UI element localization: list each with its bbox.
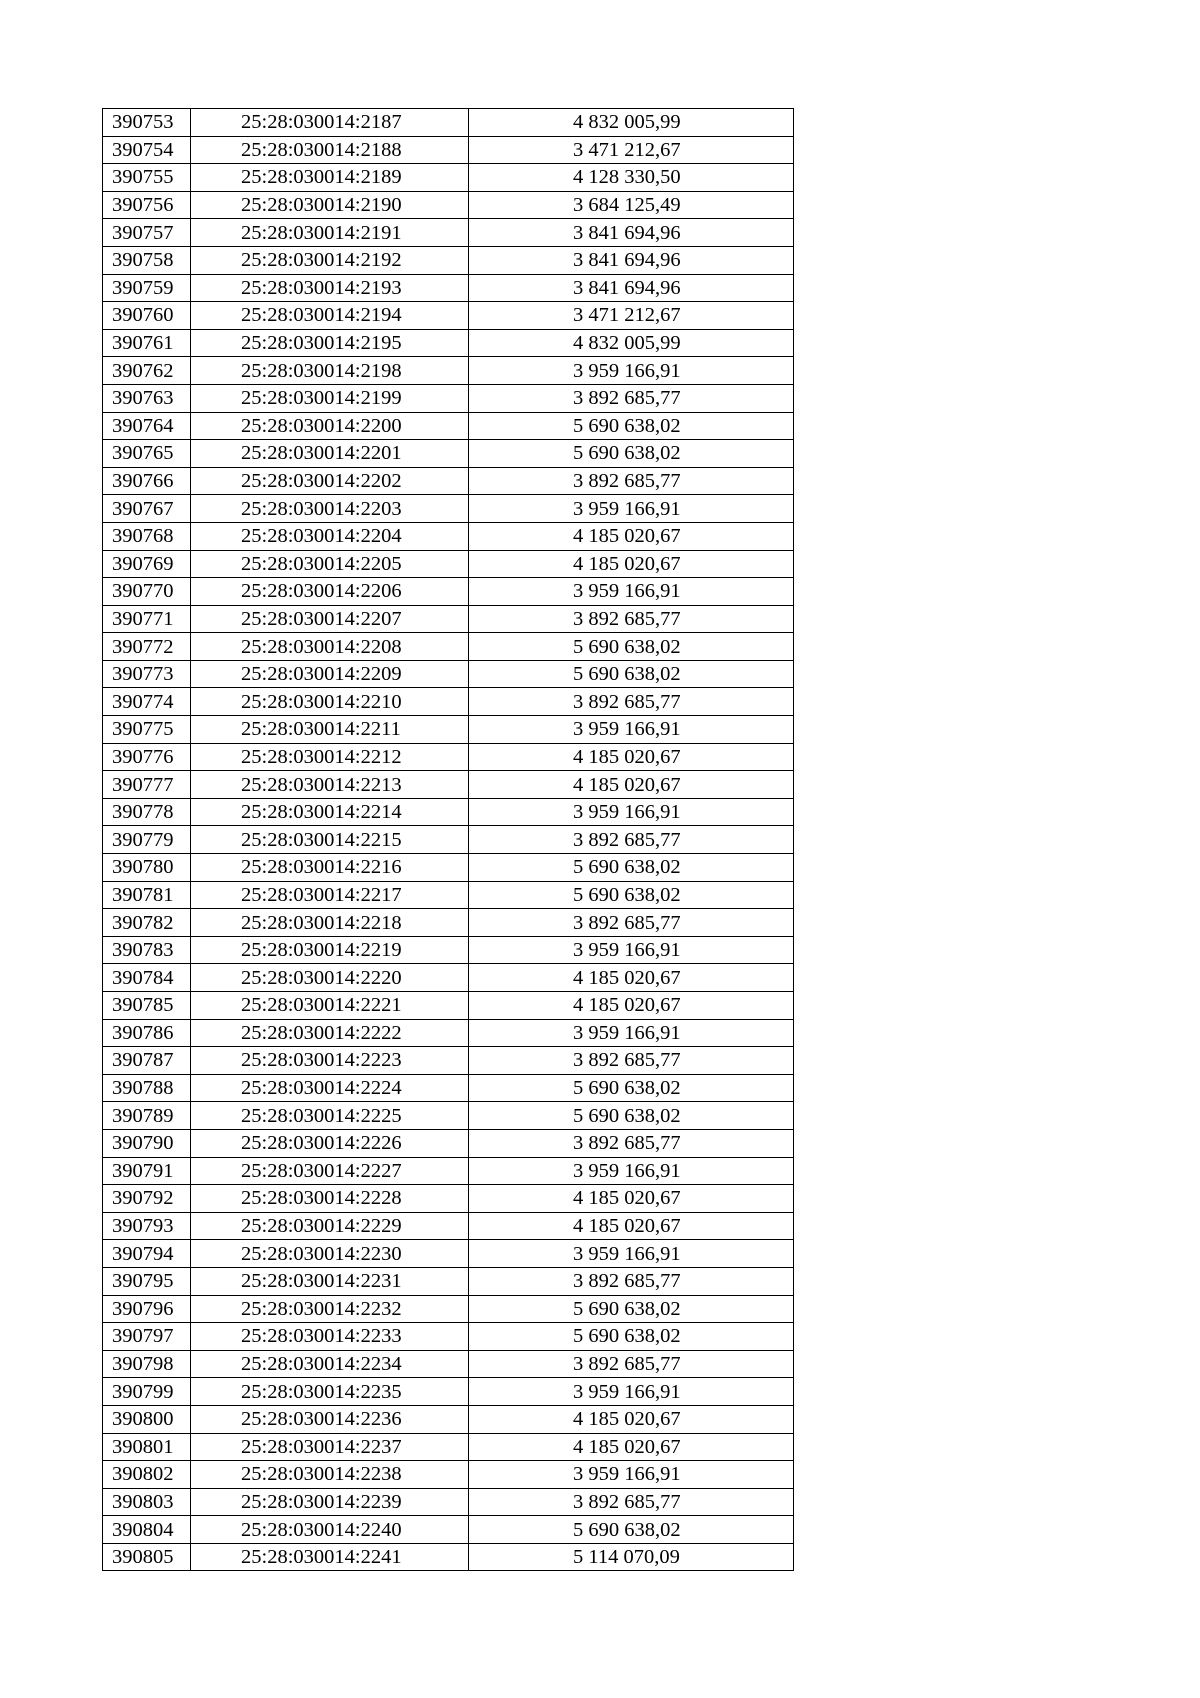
cadastral-number-cell: 25:28:030014:2189 — [191, 164, 469, 192]
cadastral-number-cell: 25:28:030014:2215 — [191, 826, 469, 854]
cadastral-number-cell: 25:28:030014:2226 — [191, 1129, 469, 1157]
cadastral-value-cell: 4 832 005,99 — [469, 329, 794, 357]
cadastral-number-cell: 25:28:030014:2211 — [191, 716, 469, 744]
cadastral-value-cell: 5 690 638,02 — [469, 1295, 794, 1323]
cadastral-number-cell: 25:28:030014:2217 — [191, 881, 469, 909]
row-number-cell: 390782 — [103, 909, 191, 937]
cadastral-number-cell: 25:28:030014:2222 — [191, 1019, 469, 1047]
table-row — [103, 716, 794, 744]
cadastral-number-cell: 25:28:030014:2198 — [191, 357, 469, 385]
table-row — [103, 1516, 794, 1544]
cadastral-number-cell: 25:28:030014:2216 — [191, 854, 469, 882]
cadastral-number-cell: 25:28:030014:2239 — [191, 1488, 469, 1516]
cadastral-number-cell: 25:28:030014:2218 — [191, 909, 469, 937]
table-row — [103, 412, 794, 440]
table-row — [103, 467, 794, 495]
cadastral-value-cell: 3 959 166,91 — [469, 936, 794, 964]
cadastral-number-cell: 25:28:030014:2188 — [191, 136, 469, 164]
row-number-cell: 390802 — [103, 1461, 191, 1489]
cadastral-value-cell: 3 959 166,91 — [469, 1019, 794, 1047]
row-number-cell: 390778 — [103, 798, 191, 826]
cadastral-value-cell: 4 185 020,67 — [469, 1405, 794, 1433]
cadastral-value-cell: 3 841 694,96 — [469, 274, 794, 302]
cadastral-value-cell: 5 690 638,02 — [469, 881, 794, 909]
cadastral-value-cell: 3 892 685,77 — [469, 1350, 794, 1378]
row-number-cell: 390797 — [103, 1323, 191, 1351]
table-row — [103, 440, 794, 468]
table-row — [103, 1267, 794, 1295]
cadastral-value-cell: 3 959 166,91 — [469, 1461, 794, 1489]
table-row — [103, 522, 794, 550]
row-number-cell: 390773 — [103, 660, 191, 688]
row-number-cell: 390777 — [103, 771, 191, 799]
row-number-cell: 390775 — [103, 716, 191, 744]
table-row — [103, 302, 794, 330]
cadastral-number-cell: 25:28:030014:2241 — [191, 1543, 469, 1571]
cadastral-number-cell: 25:28:030014:2223 — [191, 1047, 469, 1075]
row-number-cell: 390801 — [103, 1433, 191, 1461]
cadastral-value-cell: 3 892 685,77 — [469, 909, 794, 937]
cadastral-number-cell: 25:28:030014:2206 — [191, 578, 469, 606]
cadastral-number-cell: 25:28:030014:2193 — [191, 274, 469, 302]
cadastral-value-cell: 4 185 020,67 — [469, 522, 794, 550]
table-row — [103, 1378, 794, 1406]
cadastral-value-cell: 4 185 020,67 — [469, 1433, 794, 1461]
cadastral-number-cell: 25:28:030014:2236 — [191, 1405, 469, 1433]
table-row — [103, 605, 794, 633]
table-row — [103, 219, 794, 247]
cadastral-value-cell: 4 185 020,67 — [469, 1212, 794, 1240]
cadastral-value-cell: 3 959 166,91 — [469, 578, 794, 606]
cadastral-value-cell: 3 959 166,91 — [469, 1240, 794, 1268]
table-row — [103, 964, 794, 992]
cadastral-value-cell: 3 959 166,91 — [469, 357, 794, 385]
row-number-cell: 390794 — [103, 1240, 191, 1268]
cadastral-number-cell: 25:28:030014:2238 — [191, 1461, 469, 1489]
cadastral-value-cell: 4 832 005,99 — [469, 109, 794, 137]
table-row — [103, 550, 794, 578]
row-number-cell: 390803 — [103, 1488, 191, 1516]
table-row — [103, 164, 794, 192]
row-number-cell: 390761 — [103, 329, 191, 357]
table-row — [103, 1295, 794, 1323]
row-number-cell: 390755 — [103, 164, 191, 192]
cadastral-number-cell: 25:28:030014:2200 — [191, 412, 469, 440]
table-row — [103, 1323, 794, 1351]
cadastral-value-cell: 3 892 685,77 — [469, 1047, 794, 1075]
cadastral-number-cell: 25:28:030014:2191 — [191, 219, 469, 247]
row-number-cell: 390767 — [103, 495, 191, 523]
cadastral-value-cell: 3 892 685,77 — [469, 1267, 794, 1295]
cadastral-value-cell: 4 185 020,67 — [469, 992, 794, 1020]
row-number-cell: 390795 — [103, 1267, 191, 1295]
cadastral-number-cell: 25:28:030014:2212 — [191, 743, 469, 771]
row-number-cell: 390779 — [103, 826, 191, 854]
row-number-cell: 390780 — [103, 854, 191, 882]
cadastral-number-cell: 25:28:030014:2235 — [191, 1378, 469, 1406]
row-number-cell: 390771 — [103, 605, 191, 633]
cadastral-number-cell: 25:28:030014:2199 — [191, 384, 469, 412]
cadastral-number-cell: 25:28:030014:2204 — [191, 522, 469, 550]
row-number-cell: 390783 — [103, 936, 191, 964]
table-row — [103, 136, 794, 164]
row-number-cell: 390784 — [103, 964, 191, 992]
table-row — [103, 771, 794, 799]
cadastral-number-cell: 25:28:030014:2213 — [191, 771, 469, 799]
table-row — [103, 1212, 794, 1240]
cadastral-number-cell: 25:28:030014:2205 — [191, 550, 469, 578]
row-number-cell: 390798 — [103, 1350, 191, 1378]
cadastral-number-cell: 25:28:030014:2192 — [191, 246, 469, 274]
table-row — [103, 274, 794, 302]
row-number-cell: 390789 — [103, 1102, 191, 1130]
table-row — [103, 357, 794, 385]
cadastral-number-cell: 25:28:030014:2232 — [191, 1295, 469, 1323]
cadastral-value-cell: 5 690 638,02 — [469, 633, 794, 661]
cadastral-value-cell: 3 959 166,91 — [469, 798, 794, 826]
table-row — [103, 1047, 794, 1075]
table-row — [103, 992, 794, 1020]
cadastral-number-cell: 25:28:030014:2230 — [191, 1240, 469, 1268]
row-number-cell: 390786 — [103, 1019, 191, 1047]
cadastral-number-cell: 25:28:030014:2202 — [191, 467, 469, 495]
row-number-cell: 390768 — [103, 522, 191, 550]
cadastral-value-table — [102, 108, 794, 1571]
cadastral-value-cell: 3 841 694,96 — [469, 246, 794, 274]
cadastral-value-cell: 3 892 685,77 — [469, 1488, 794, 1516]
cadastral-value-cell: 5 690 638,02 — [469, 660, 794, 688]
cadastral-value-cell: 3 892 685,77 — [469, 688, 794, 716]
table-row — [103, 854, 794, 882]
table-row — [103, 384, 794, 412]
table-row — [103, 1074, 794, 1102]
row-number-cell: 390762 — [103, 357, 191, 385]
cadastral-value-cell: 5 690 638,02 — [469, 854, 794, 882]
table-row — [103, 633, 794, 661]
table-row — [103, 578, 794, 606]
cadastral-number-cell: 25:28:030014:2220 — [191, 964, 469, 992]
table-body — [103, 109, 794, 1571]
cadastral-value-cell: 3 959 166,91 — [469, 716, 794, 744]
cadastral-number-cell: 25:28:030014:2237 — [191, 1433, 469, 1461]
table-row — [103, 798, 794, 826]
row-number-cell: 390805 — [103, 1543, 191, 1571]
cadastral-value-cell: 4 128 330,50 — [469, 164, 794, 192]
table-row — [103, 1240, 794, 1268]
table-row — [103, 1461, 794, 1489]
cadastral-value-cell: 3 892 685,77 — [469, 826, 794, 854]
row-number-cell: 390772 — [103, 633, 191, 661]
row-number-cell: 390763 — [103, 384, 191, 412]
cadastral-value-cell: 5 690 638,02 — [469, 1102, 794, 1130]
cadastral-number-cell: 25:28:030014:2214 — [191, 798, 469, 826]
row-number-cell: 390800 — [103, 1405, 191, 1433]
row-number-cell: 390758 — [103, 246, 191, 274]
cadastral-number-cell: 25:28:030014:2195 — [191, 329, 469, 357]
row-number-cell: 390793 — [103, 1212, 191, 1240]
row-number-cell: 390790 — [103, 1129, 191, 1157]
cadastral-value-cell: 3 471 212,67 — [469, 136, 794, 164]
cadastral-value-cell: 5 690 638,02 — [469, 440, 794, 468]
cadastral-value-cell: 5 690 638,02 — [469, 1323, 794, 1351]
row-number-cell: 390765 — [103, 440, 191, 468]
cadastral-value-cell: 3 841 694,96 — [469, 219, 794, 247]
table-row — [103, 191, 794, 219]
table-row — [103, 881, 794, 909]
row-number-cell: 390796 — [103, 1295, 191, 1323]
cadastral-value-cell: 4 185 020,67 — [469, 1185, 794, 1213]
cadastral-value-cell: 3 892 685,77 — [469, 384, 794, 412]
row-number-cell: 390776 — [103, 743, 191, 771]
row-number-cell: 390757 — [103, 219, 191, 247]
table-row — [103, 1543, 794, 1571]
cadastral-number-cell: 25:28:030014:2228 — [191, 1185, 469, 1213]
table-row — [103, 1102, 794, 1130]
cadastral-value-cell: 5 114 070,09 — [469, 1543, 794, 1571]
cadastral-value-cell: 3 892 685,77 — [469, 1129, 794, 1157]
row-number-cell: 390764 — [103, 412, 191, 440]
cadastral-value-cell: 4 185 020,67 — [469, 743, 794, 771]
cadastral-value-cell: 5 690 638,02 — [469, 1074, 794, 1102]
cadastral-number-cell: 25:28:030014:2229 — [191, 1212, 469, 1240]
cadastral-number-cell: 25:28:030014:2190 — [191, 191, 469, 219]
row-number-cell: 390759 — [103, 274, 191, 302]
row-number-cell: 390804 — [103, 1516, 191, 1544]
cadastral-number-cell: 25:28:030014:2233 — [191, 1323, 469, 1351]
table-row — [103, 1185, 794, 1213]
cadastral-number-cell: 25:28:030014:2207 — [191, 605, 469, 633]
cadastral-number-cell: 25:28:030014:2231 — [191, 1267, 469, 1295]
row-number-cell: 390756 — [103, 191, 191, 219]
table-row — [103, 1488, 794, 1516]
table-row — [103, 936, 794, 964]
cadastral-value-cell: 4 185 020,67 — [469, 550, 794, 578]
table-row — [103, 109, 794, 137]
table-row — [103, 743, 794, 771]
cadastral-value-cell: 3 892 685,77 — [469, 605, 794, 633]
cadastral-number-cell: 25:28:030014:2219 — [191, 936, 469, 964]
cadastral-number-cell: 25:28:030014:2224 — [191, 1074, 469, 1102]
table-row — [103, 826, 794, 854]
cadastral-value-cell: 5 690 638,02 — [469, 1516, 794, 1544]
table-row — [103, 495, 794, 523]
cadastral-number-cell: 25:28:030014:2209 — [191, 660, 469, 688]
table-row — [103, 1019, 794, 1047]
row-number-cell: 390753 — [103, 109, 191, 137]
table-row — [103, 1129, 794, 1157]
cadastral-number-cell: 25:28:030014:2221 — [191, 992, 469, 1020]
cadastral-value-cell: 3 471 212,67 — [469, 302, 794, 330]
row-number-cell: 390792 — [103, 1185, 191, 1213]
cadastral-number-cell: 25:28:030014:2194 — [191, 302, 469, 330]
cadastral-value-cell: 4 185 020,67 — [469, 771, 794, 799]
cadastral-number-cell: 25:28:030014:2208 — [191, 633, 469, 661]
table-row — [103, 1157, 794, 1185]
cadastral-number-cell: 25:28:030014:2225 — [191, 1102, 469, 1130]
row-number-cell: 390788 — [103, 1074, 191, 1102]
table-row — [103, 1350, 794, 1378]
table-row — [103, 1433, 794, 1461]
cadastral-number-cell: 25:28:030014:2187 — [191, 109, 469, 137]
row-number-cell: 390799 — [103, 1378, 191, 1406]
row-number-cell: 390766 — [103, 467, 191, 495]
cadastral-value-cell: 3 959 166,91 — [469, 1157, 794, 1185]
table-row — [103, 1405, 794, 1433]
cadastral-number-cell: 25:28:030014:2203 — [191, 495, 469, 523]
cadastral-value-cell: 3 959 166,91 — [469, 1378, 794, 1406]
table-row — [103, 688, 794, 716]
cadastral-value-cell: 3 959 166,91 — [469, 495, 794, 523]
cadastral-number-cell: 25:28:030014:2234 — [191, 1350, 469, 1378]
cadastral-number-cell: 25:28:030014:2240 — [191, 1516, 469, 1544]
row-number-cell: 390785 — [103, 992, 191, 1020]
row-number-cell: 390770 — [103, 578, 191, 606]
row-number-cell: 390774 — [103, 688, 191, 716]
cadastral-number-cell: 25:28:030014:2201 — [191, 440, 469, 468]
row-number-cell: 390760 — [103, 302, 191, 330]
cadastral-number-cell: 25:28:030014:2227 — [191, 1157, 469, 1185]
cadastral-value-cell: 3 684 125,49 — [469, 191, 794, 219]
row-number-cell: 390754 — [103, 136, 191, 164]
table-row — [103, 329, 794, 357]
cadastral-value-cell: 4 185 020,67 — [469, 964, 794, 992]
row-number-cell: 390769 — [103, 550, 191, 578]
table-row — [103, 660, 794, 688]
cadastral-value-cell: 3 892 685,77 — [469, 467, 794, 495]
row-number-cell: 390787 — [103, 1047, 191, 1075]
row-number-cell: 390791 — [103, 1157, 191, 1185]
cadastral-number-cell: 25:28:030014:2210 — [191, 688, 469, 716]
row-number-cell: 390781 — [103, 881, 191, 909]
table-row — [103, 246, 794, 274]
table-row — [103, 909, 794, 937]
cadastral-value-cell: 5 690 638,02 — [469, 412, 794, 440]
